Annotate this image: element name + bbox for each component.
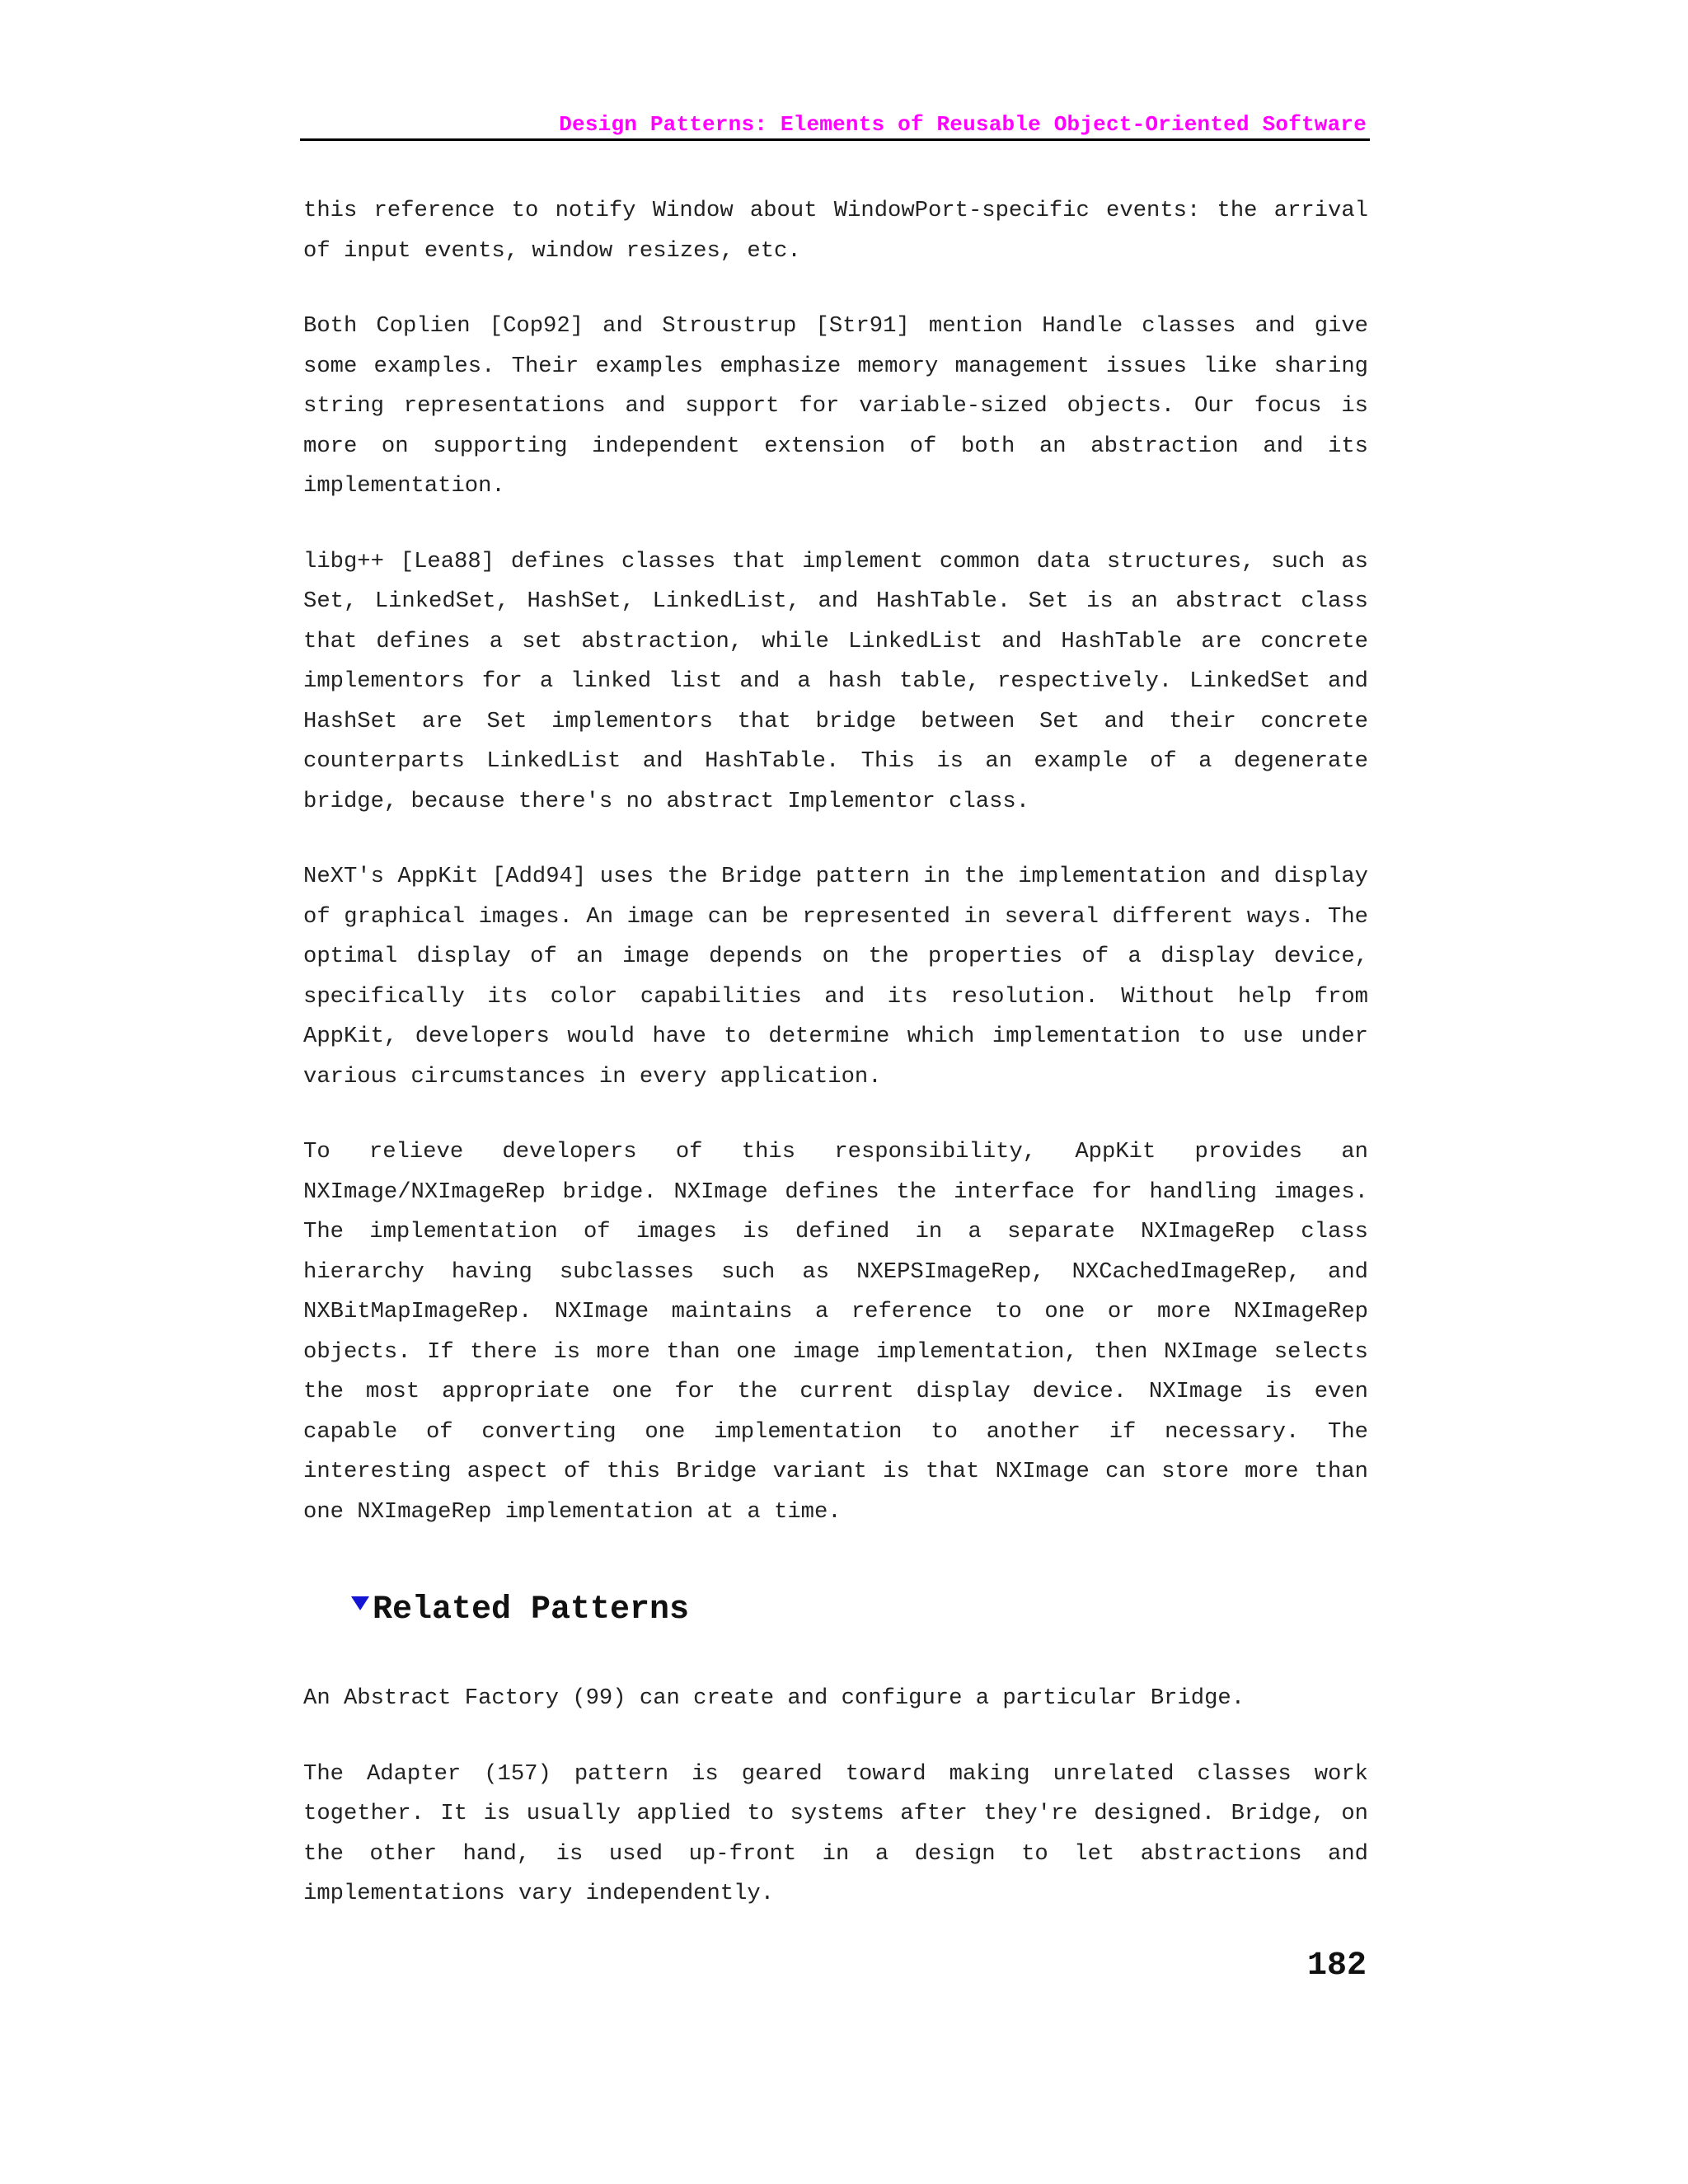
body-text xyxy=(303,191,1368,1950)
document-page xyxy=(303,0,1368,2184)
paragraph-abstract-factory: An Abstract Factory (99) can create and configure a particular Bridge. xyxy=(303,1685,1245,1711)
section-title: Related Patterns xyxy=(373,1591,690,1629)
paragraph-handle-classes: Both Coplien [Cop92] and Stroustrup [Str91] mention Handle classes and give some examples. Their examples emphasize memory management issues like sharing string representations and support for variable-sized objects. Our focus is more on supporting independent extension of both an abstraction and its implementation. xyxy=(303,313,1368,499)
paragraph-windowport: this reference to notify Window about WindowPort-specific events: the arrival of input events, window resizes, etc. xyxy=(303,198,1368,264)
header-divider xyxy=(300,138,1370,141)
paragraph-adapter: The Adapter (157) pattern is geared toward making unrelated classes work together. It is usually applied to systems after they're designed. Bridge, on the other hand, is used up-front in a design to let abstractions and implementations vary independently. xyxy=(303,1760,1368,1906)
paragraph-appkit: NeXT's AppKit [Add94] uses the Bridge pattern in the implementation and display of graphical images. An image can be represented in several different ways. The optimal display of an image depends on the properties of a display device, specifically its color capabilities and its resolution. Without help from AppKit, developers would have to determine which implementation to use under various circumstances in every application. xyxy=(303,864,1368,1090)
page-number: 182 xyxy=(1306,1947,1367,1985)
paragraph-libg: libg++ [Lea88] defines classes that implement common data structures, such as Set, LinkedSet, HashSet, LinkedList, and HashTable. Set is an abstract class that defines a set abstraction, while LinkedList and HashTable are concrete implementors for a linked list and a hash table, respectively. LinkedSet and HashSet are Set implementors that bridge between Set and their concrete counterparts LinkedList and HashTable. This is an example of a degenerate bridge, because there's no abstract Implementor class. xyxy=(303,548,1368,814)
section-heading-related-patterns xyxy=(351,1591,1368,1631)
paragraph-nximage: To relieve developers of this responsibility, AppKit provides an NXImage/NXImageRep bridge. NXImage defines the interface for handling images. The implementation of images is defined in a separate NXImageRep class hierarchy having subclasses such as NXEPSImageRep, NXCachedImageRep, and NXBitMapImageRep. NXImage maintains a reference to one or more NXImageRep objects. If there is more than one image implementation, then NXImage selects the most appropriate one for the current display device. NXImage is even capable of converting one implementation to another if necessary. The interesting aspect of this Bridge variant is that NXImage can store more than one NXImageRep implementation at a time. xyxy=(303,1139,1368,1525)
running-header: Design Patterns: Elements of Reusable Object-Oriented Software xyxy=(559,112,1367,137)
section-triangle-icon[interactable] xyxy=(351,1596,369,1610)
